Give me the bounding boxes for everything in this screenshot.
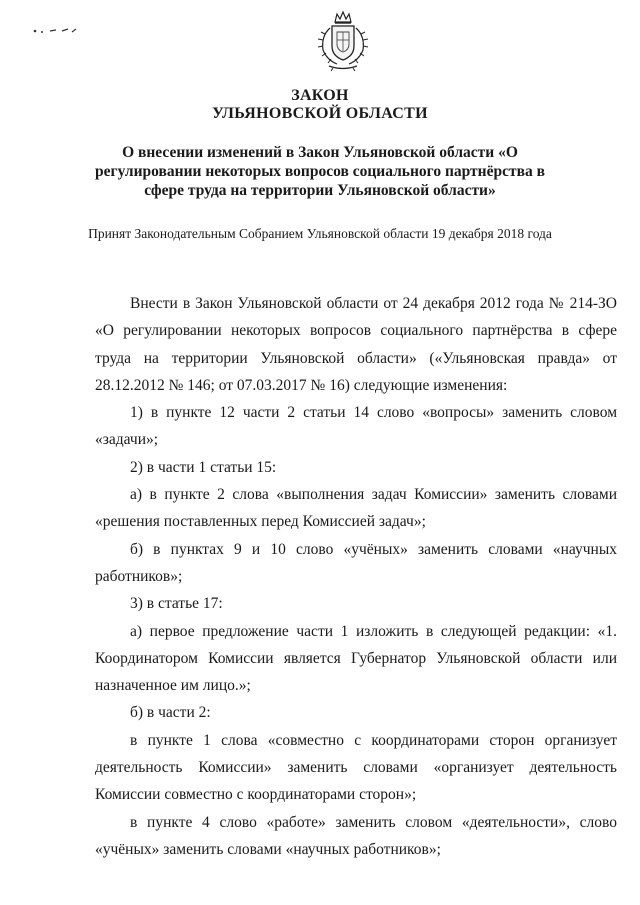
paragraph: 2) в части 1 статьи 15: [130,458,277,476]
paragraph: в пункте 1 слова «совместно с координаторами сторон организует деятельность Комиссии» заменить словами «организует деятельность Комиссии совместно с координаторами сторон»; [95,731,617,804]
document-title-line2: УЛЬЯНОВСКОЙ ОБЛАСТИ [212,105,428,122]
document-title-line1: ЗАКОН [291,87,349,104]
document-body [95,290,617,863]
paragraph: б) в части 2: [130,704,211,722]
law-subtitle: О внесении изменений в Закон Ульяновской области «О регулировании некоторых вопросов социального партнёрства в сфере труда на территории Ульяновской области» [95,144,545,199]
paragraph: б) в пунктах 9 и 10 слово «учёных» заменить словами «научных работников»; [95,540,617,585]
paragraph: 1) в пункте 12 части 2 статьи 14 слово «вопросы» заменить словом «задачи»; [95,404,617,449]
scan-mark [30,26,80,36]
adoption-note: Принят Законодательным Собранием Ульяновской области 19 декабря 2018 года [88,226,552,241]
paragraph: 3) в статье 17: [130,595,223,613]
paragraph: Внести в Закон Ульяновской области от 24 декабря 2012 года № 214-ЗО «О регулировании некоторых вопросов социального партнёрства в сфере труда на территории Ульяновской области» («Ульяновская правда» от 28.12.2012 № 146; от 07.03.2017 № 16) следующие изменения: [95,295,617,394]
paragraph: а) в пункте 2 слова «выполнения задач Комиссии» заменить словами «решения поставленных перед Комиссией задач»; [95,486,617,531]
paragraph: в пункте 4 слово «работе» заменить словом «деятельности», слово «учёных» заменить словами «научных работников»; [95,813,617,858]
coat-of-arms-emblem [313,10,373,72]
paragraph: а) первое предложение части 1 изложить в следующей редакции: «1. Координатором Комиссии является Губернатор Ульяновской области или назначенное им лицо.»; [95,622,617,695]
